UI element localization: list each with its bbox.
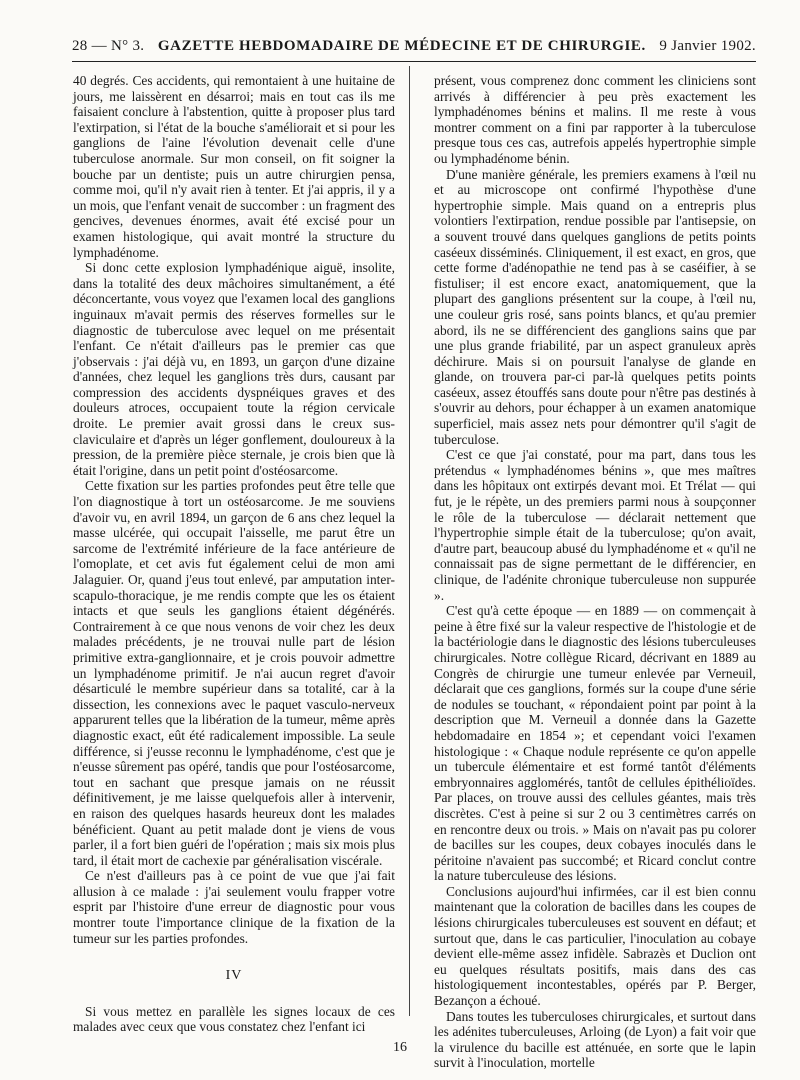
right-column [434,73,756,1071]
issue-date: 9 Janvier 1902. [659,38,756,54]
header-rule [72,61,756,62]
paragraph: Si donc cette explosion lymphadénique aiguë, insolite, dans la totalité des deux mâchoires simultanément, a été déconcertante, vous voyez que l'examen local des ganglions inguinaux m'avait permis des réserves formelles sur le diagnostic de tuberculose avec lequel on me présentait l'enfant. Ce n'était d'ailleurs pas le premier cas que j'observais : j'ai déjà vu, en 1893, un garçon d'une dizaine d'années, chez lequel les ganglions très durs, causant par compression des accidents dyspnéiques graves et des douleurs atroces, occupaient toute la région cervicale droite. Le premier avait grossi dans le creux sus-claviculaire et d'après un léger gonflement, douloureux à la pression, de la première pièce sternale, je crois bien que là était l'origine, dans un petit point d'ostéosarcome. [73,260,395,478]
issue-number: 28 — N° 3. [72,38,145,54]
section-heading: IV [225,968,243,984]
paragraph: présent, vous comprenez donc comment les cliniciens sont arrivés à différencier à peu près exactement les lymphadénomes bénins et malins. Il me reste à vous montrer comment on a fini par rapporter à la tuberculose presque tous ces cas, autrefois appelés hypertrophie simple ou lymphadénome bénin. [434,73,756,166]
paragraph: C'est ce que j'ai constaté, pour ma part, dans tous les prétendus « lymphadénomes bénins », que mes maîtres dans les hôpitaux ont extirpés devant moi. Et Trélat — qui fut, je le répète, un des premiers parmi nous à soupçonner le rôle de la tuberculose — déclarait nettement que l'hypertrophie simple était de la tuberculose; qu'on avait, d'autre part, beaucoup abusé du lymphadénome et « qu'il ne connaissait pas de signe permettant de le différencier, en clinique, de l'adénite chronique tuberculeuse non suppurée ». [434,447,756,603]
paragraph: Si vous mettez en parallèle les signes locaux de ces malades avec ceux que vous constatez chez l'enfant ici [73,1003,395,1035]
left-column [73,73,395,1033]
paragraph: C'est qu'à cette époque — en 1889 — on commençait à peine à être fixé sur la valeur respective de l'histologie et de la bactériologie dans le diagnostic des lésions tuberculeuses chirurgicales. Notre collègue Ricard, décrivant en 1889 au Congrès de chirurgie une tumeur enlevée par Verneuil, déclarait que ces ganglions, formés sur la coupe d'une série de nodules se touchant, « répondaient point par point à la description que M. Verneuil a donnée dans la Gazette hebdomadaire en 1854 »; et cependant voici l'examen histologique : « Chaque nodule représente ce qu'on appelle un tubercule élémentaire et est formé tantôt d'éléments embryonnaires agglomérés, tantôt de cellules épithélioïdes. Par places, on trouve aussi des cellules géantes, mais très discrètes. C'est à peine si sur 2 ou 3 centimètres carrés on en rencontre deux ou trois. » Mais on n'avait pas pu colorer de bacilles sur les coupes, deux cobayes inoculés dans le péritoine n'avaient pas succombé; et Ricard conclut contre la nature tuberculeuse des lésions. [434,603,756,884]
paragraph: Conclusions aujourd'hui infirmées, car il est bien connu maintenant que la coloration de bacilles dans les coupes de lésions chirurgicales tuberculeuses est souvent en défaut; et surtout que, dans le cas particulier, l'inoculation au cobaye devient elle-même assez infidèle. Sabrazès et Duclion ont eu quelques résultats positifs, mais dans des cas histologiquement incontestables, opérés par P. Berger, Bezançon a échoué. [434,883,756,1009]
journal-title: GAZETTE HEBDOMADAIRE DE MÉDECINE ET DE CHIRURGIE. [157,38,646,54]
running-header [72,38,756,60]
column-divider [409,66,410,1016]
page-number: 16 [393,1040,407,1055]
paragraph: 40 degrés. Ces accidents, qui remontaient à une huitaine de jours, me laissèrent en désarroi; mais en tout cas ils me faisaient conclure à l'abstention, quitte à proposer plus tard l'extirpation, si l'état de la bouche s'améliorait et si pour les ganglions de l'aine l'évolution devenait celle d'une tuberculose anormale. Sur mon conseil, on fit soigner la bouche par un dentiste; puis un autre chirurgien pensa, comme moi, qu'il n'y avait rien à tenter. Et j'ai appris, il y a un mois, que l'enfant venait de succomber : un fragment des gencives, devenues énormes, avait été excisé pour un examen histologique, qui avait montré la structure du lymphadénome. [73,73,395,260]
paragraph: Cette fixation sur les parties profondes peut être telle que l'on diagnostique à tort un ostéosarcome. Je me souviens d'avoir vu, en avril 1894, un garçon de 6 ans chez lequel la masse ulcérée, qui occupait l'aisselle, me parut être un sarcome de l'extrémité inférieure de la face antérieure de l'omoplate, et cet avis fut également celui de mon ami Jalaguier. Or, quand j'eus tout enlevé, par amputation inter-scapulo-thoracique, je me rendis compte que les os étaient intacts et que seuls les ganglions étaient dégénérés. Contrairement à ce que nous venons de voir chez les deux malades précédents, je ne trouvai nulle part de lésion primitive extra-ganglionnaire, et je crois pouvoir admettre un lymphadénome primitif. Je n'ai aucun regret d'avoir désarticulé le membre supérieur dans sa totalité, car à la dissection, les connexions avec le paquet vasculo-nerveux apparurent telles que la libération de la tumeur, même après diagnostic exact, eût été radicalement impossible. La seule différence, si j'eusse reconnu le lymphadénome, c'est que je n'eusse sûrement pas opéré, tandis que pour l'ostéosarcome, tout en sachant que presque jamais on ne réussit définitivement, je me laisse quelquefois aller à intervenir, en raison des quelques hasards heureux dont les malades bénéficient. Quant au petit malade dont je viens de vous parler, il a fort bien guéri de l'opération ; mais six mois plus tard, il était mort de cachexie par généralisation viscérale. [73,478,395,868]
paragraph: Dans toutes les tuberculoses chirurgicales, et surtout dans les adénites tuberculeuses, Arloing (de Lyon) a fait voir que la virulence du bacille est atténuée, en sorte que le lapin survit à l'inoculation, mortelle [434,1008,756,1071]
paragraph: Ce n'est d'ailleurs pas à ce point de vue que j'ai fait allusion à ce malade : j'ai seulement voulu frapper votre esprit par l'histoire d'une erreur de diagnostic pour vous montrer toute l'importance clinique de la fixation de la tumeur sur les parties profondes. [73,868,395,946]
paragraph: D'une manière générale, les premiers examens à l'œil nu et au microscope ont confirmé l'hypothèse d'une hypertrophie simple. Mais quand on a entrepris plus volontiers l'extirpation, rendue possible par l'antisepsie, on a souvent trouvé dans quelques ganglions de petits points caséeux disséminés. Cliniquement, il est exact, en gros, que cette forme d'adénopathie ne tend pas à se caséifier, à se fistuliser; il est encore exact, anatomiquement, que la plupart des ganglions présentent sur la coupe, à l'œil nu, une couleur gris rosé, sans points blancs, et qu'au premier abord, ils ne se différencient des ganglions sains que par une plus grande friabilité, par un aspect granuleux après déchirure. Mais si on poursuit l'analyse de glande en glande, on trouvera par-ci par-là quelques petits points caséeux, assez étouffés sans doute pour n'être pas destinés à s'ouvrir au dehors, pour échapper à un examen anatomique superficiel, mais assez nets pour démontrer qu'il s'agit de tuberculose. [434,166,756,447]
